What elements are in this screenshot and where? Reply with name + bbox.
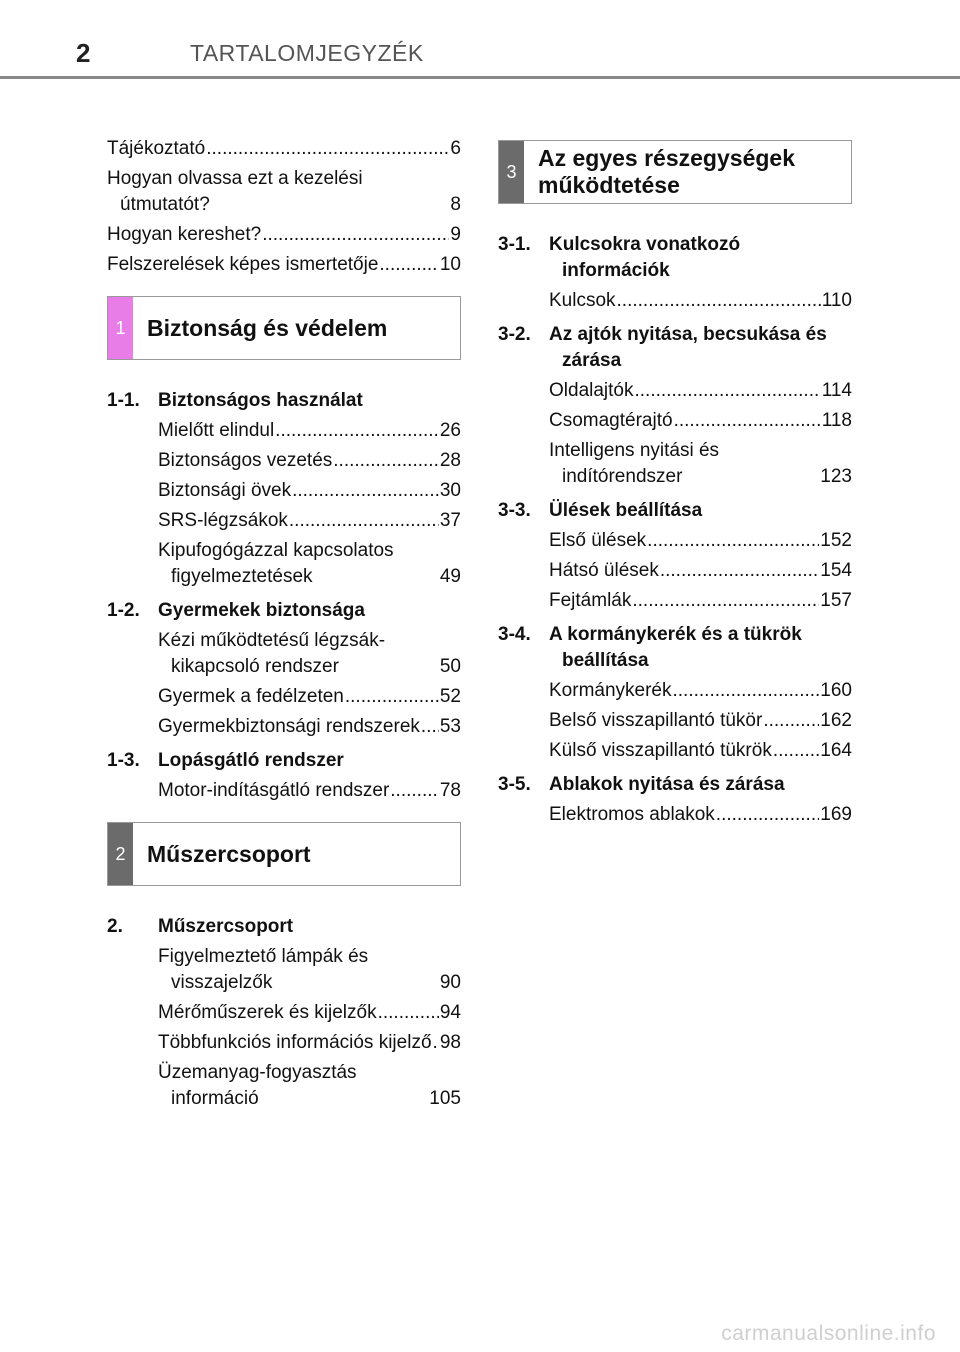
section-number: 2. <box>107 916 123 937</box>
dot-leader <box>275 418 439 444</box>
toc-entry-label: Többfunkciós információs kijelző <box>158 1032 432 1053</box>
toc-entry-label: Gyermekbiztonsági rendszerek <box>158 716 420 737</box>
section-heading[interactable] <box>107 598 461 624</box>
toc-entry[interactable] <box>107 166 461 218</box>
dot-leader <box>635 378 821 404</box>
toc-entry[interactable] <box>158 418 461 444</box>
dot-leader <box>345 684 439 710</box>
toc-entry-label: Külső visszapillantó tükrök <box>549 740 772 761</box>
toc-entry[interactable] <box>549 408 852 434</box>
toc-entry-page: 50 <box>439 656 461 677</box>
toc-entry-page: 154 <box>820 560 852 581</box>
toc-entry-label: Hogyan kereshet? <box>107 224 262 245</box>
chapter-1 <box>107 296 461 804</box>
toc-entry-label: Kipufogógázzal kapcsolatos figyelmeztetések <box>158 540 394 587</box>
chapter-heading[interactable] <box>107 296 461 360</box>
toc-entry-label: Oldalajtók <box>549 380 634 401</box>
dot-leader <box>421 714 439 740</box>
dot-leader <box>390 778 439 804</box>
toc-entry-page: 37 <box>439 510 461 531</box>
toc-entry-page: 110 <box>821 290 852 311</box>
toc-entry-label: Intelligens nyitási és indítórendszer <box>549 440 720 487</box>
toc-entry[interactable] <box>107 136 461 162</box>
section-title: A kormánykerék és a tükrök beállítása <box>549 624 802 671</box>
section-number: 1-2. <box>107 600 140 621</box>
toc-entry-page: 98 <box>439 1032 461 1053</box>
toc-entry[interactable] <box>549 558 852 584</box>
section-heading[interactable] <box>498 322 852 374</box>
toc-entry-label: Motor-indításgátló rendszer <box>158 780 390 801</box>
toc-entry[interactable] <box>158 478 461 504</box>
toc-entry[interactable] <box>158 684 461 710</box>
section-heading[interactable] <box>107 914 461 940</box>
dot-leader <box>292 478 439 504</box>
chapter-title: Az egyes részegységek működtetése <box>538 145 795 198</box>
watermark: carmanualsonline.info <box>721 1322 936 1345</box>
toc-entry[interactable] <box>549 738 852 764</box>
dot-leader <box>289 508 439 534</box>
toc-entry-page: 157 <box>820 590 852 611</box>
dot-leader <box>617 288 821 314</box>
toc-entry-label: Fejtámlák <box>549 590 632 611</box>
toc-entry-page: 10 <box>439 254 461 275</box>
toc-entry[interactable] <box>158 714 461 740</box>
dot-leader <box>379 252 438 278</box>
toc-entry-page: 162 <box>820 710 852 731</box>
toc-entry[interactable] <box>158 1000 461 1026</box>
section-number: 1-1. <box>107 390 140 411</box>
section-heading[interactable] <box>498 772 852 798</box>
toc-entry[interactable] <box>549 802 852 828</box>
front-matter-list <box>107 136 461 278</box>
toc-entry-page: 123 <box>820 466 852 487</box>
section-title: Lopásgátló rendszer <box>158 750 344 771</box>
dot-leader <box>632 588 819 614</box>
dot-leader <box>673 678 820 704</box>
chapter-number-tab: 3 <box>499 141 524 203</box>
toc-entry-page: 160 <box>820 680 852 701</box>
right-column <box>498 140 852 832</box>
section-number: 3-1. <box>498 234 531 255</box>
dot-leader <box>333 448 439 474</box>
section-title: Gyermekek biztonsága <box>158 600 365 621</box>
chapter-number-tab: 1 <box>108 297 133 359</box>
dot-leader <box>716 802 820 828</box>
section-heading[interactable] <box>498 622 852 674</box>
toc-entry-page: 26 <box>439 420 461 441</box>
section-title: Műszercsoport <box>158 916 294 937</box>
section-number: 3-4. <box>498 624 531 645</box>
toc-entry[interactable] <box>549 528 852 554</box>
toc-entry-label: Hogyan olvassa ezt a kezelési útmutatót? <box>107 168 363 215</box>
toc-entry-page: 164 <box>820 740 852 761</box>
section-title: Ülések beállítása <box>549 500 703 521</box>
toc-entry[interactable] <box>549 588 852 614</box>
toc-entry-page: 118 <box>821 410 852 431</box>
toc-entry-label: Gyermek a fedélzeten <box>158 686 344 707</box>
toc-entry-label: Biztonságos vezetés <box>158 450 333 471</box>
section-title: Kulcsokra vonatkozó információk <box>549 234 741 281</box>
header-divider <box>0 76 960 79</box>
dot-leader <box>660 558 819 584</box>
chapter-2 <box>107 822 461 1112</box>
toc-entry-page: 6 <box>450 138 461 159</box>
toc-entry-page: 53 <box>439 716 461 737</box>
section-heading[interactable] <box>107 748 461 774</box>
chapter-number-tab: 2 <box>108 823 133 885</box>
dot-leader <box>262 222 449 248</box>
toc-entry[interactable] <box>158 1030 461 1056</box>
toc-entry-page: 30 <box>439 480 461 501</box>
section-heading[interactable] <box>498 232 852 284</box>
toc-entry-page: 152 <box>820 530 852 551</box>
toc-entry[interactable] <box>158 778 461 804</box>
toc-entry-label: Első ülések <box>549 530 647 551</box>
section-title: Az ajtók nyitása, becsukása és zárása <box>549 324 827 371</box>
section-title: Ablakok nyitása és zárása <box>549 774 785 795</box>
toc-entry[interactable] <box>549 678 852 704</box>
toc-entry-label: Kormánykerék <box>549 680 672 701</box>
section-number: 3-5. <box>498 774 531 795</box>
toc-entry[interactable] <box>107 222 461 248</box>
toc-entry-page: 78 <box>439 780 461 801</box>
toc-entry[interactable] <box>158 1060 461 1112</box>
toc-entry[interactable] <box>158 448 461 474</box>
chapter-heading[interactable] <box>498 140 852 204</box>
toc-entry-label: Biztonsági övek <box>158 480 292 501</box>
toc-entry-label: Üzemanyag-fogyasztás információ <box>158 1062 357 1109</box>
toc-entry[interactable] <box>158 944 461 996</box>
toc-entry[interactable] <box>158 628 461 680</box>
toc-entry-label: Mielőtt elindul <box>158 420 275 441</box>
toc-entry-page: 49 <box>439 566 461 587</box>
dot-leader <box>647 528 819 554</box>
dot-leader <box>206 136 449 162</box>
section-number: 3-3. <box>498 500 531 521</box>
toc-entry-label: Tájékoztató <box>107 138 206 159</box>
section-heading[interactable] <box>498 498 852 524</box>
chapter-heading[interactable] <box>107 822 461 886</box>
header-title: TARTALOMJEGYZÉK <box>190 40 424 66</box>
toc-entry[interactable] <box>549 708 852 734</box>
toc-entry[interactable] <box>549 378 852 404</box>
toc-entry[interactable] <box>549 288 852 314</box>
toc-entry[interactable] <box>107 252 461 278</box>
toc-entry-label: Figyelmeztető lámpák és visszajelzők <box>158 946 369 993</box>
dot-leader <box>763 708 819 734</box>
dot-leader <box>433 1030 439 1056</box>
dot-leader <box>674 408 821 434</box>
left-column <box>107 136 461 1116</box>
toc-entry-label: Csomagtérajtó <box>549 410 673 431</box>
toc-entry-page: 52 <box>439 686 461 707</box>
toc-entry-label: Kézi működtetésű légzsák-kikapcsoló rendszer <box>158 630 386 677</box>
toc-entry-label: Felszerelések képes ismertetője <box>107 254 379 275</box>
toc-entry-page: 9 <box>450 224 461 245</box>
toc-entry-page: 8 <box>450 194 461 215</box>
toc-entry-label: Belső visszapillantó tükör <box>549 710 763 731</box>
toc-entry-page: 169 <box>820 804 852 825</box>
chapter-title: Műszercsoport <box>147 840 311 867</box>
chapter-title: Biztonság és védelem <box>147 314 388 341</box>
toc-entry-label: Mérőműszerek és kijelzők <box>158 1002 377 1023</box>
toc-entry-page: 114 <box>821 380 852 401</box>
page-number: 2 <box>76 38 91 68</box>
section-number: 3-2. <box>498 324 531 345</box>
toc-entry-label: Elektromos ablakok <box>549 804 715 825</box>
toc-entry-page: 105 <box>429 1088 461 1109</box>
section-title: Biztonságos használat <box>158 390 363 411</box>
toc-entry-label: Kulcsok <box>549 290 616 311</box>
toc-entry[interactable] <box>549 438 852 490</box>
chapter-3 <box>498 140 852 828</box>
toc-entry-label: Hátsó ülések <box>549 560 659 581</box>
toc-entry-label: SRS-légzsákok <box>158 510 288 531</box>
dot-leader <box>773 738 819 764</box>
section-number: 1-3. <box>107 750 140 771</box>
page-header <box>0 0 960 80</box>
toc-entry-page: 28 <box>439 450 461 471</box>
toc-entry[interactable] <box>158 508 461 534</box>
dot-leader <box>378 1000 439 1026</box>
toc-entry-page: 94 <box>439 1002 461 1023</box>
toc-entry[interactable] <box>158 538 461 590</box>
toc-entry-page: 90 <box>439 972 461 993</box>
section-heading[interactable] <box>107 388 461 414</box>
